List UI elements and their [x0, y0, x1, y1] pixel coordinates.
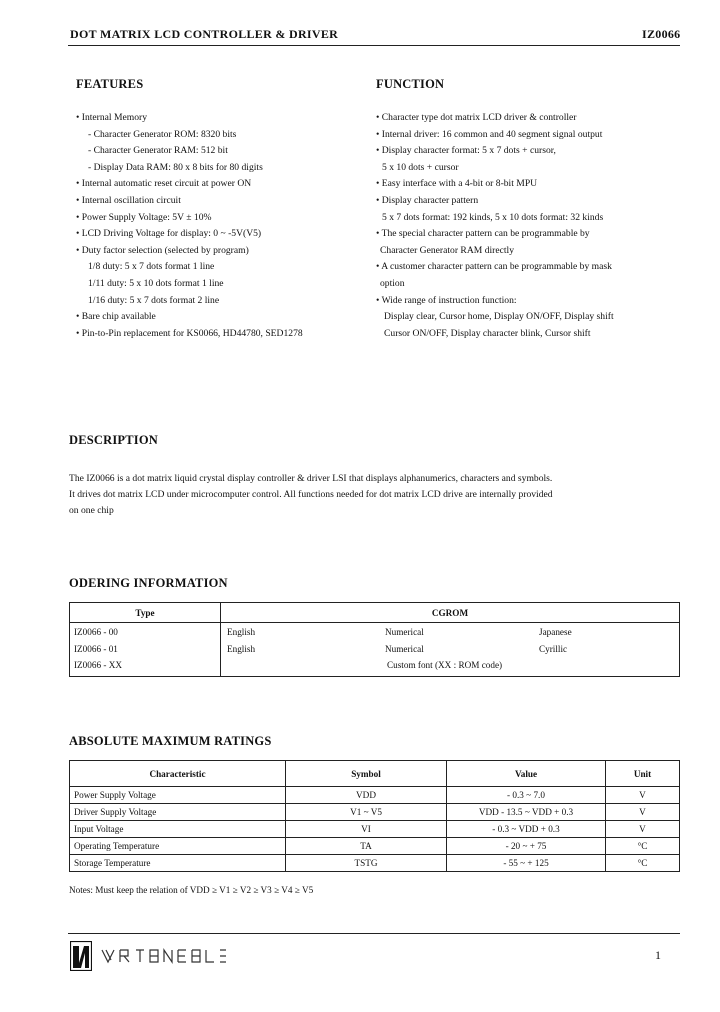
table-cell: IZ0066 - 01: [74, 643, 118, 654]
table-cell: V: [606, 787, 680, 804]
table-row: [70, 838, 680, 855]
list-item: • Display character pattern: [376, 194, 479, 206]
table-cell: VDD: [286, 787, 447, 804]
table-cell: - 55 ~ + 125: [447, 855, 606, 872]
table-cell: Numerical: [385, 643, 424, 654]
description-line: It drives dot matrix LCD under microcomputer control. All functions needed for dot matrix LCD drive are internally provided: [69, 489, 553, 501]
list-item: • Pin-to-Pin replacement for KS0066, HD44780, SED1278: [76, 327, 303, 339]
features-heading: FEATURES: [76, 77, 144, 91]
ratings-col-value: Value: [447, 761, 606, 787]
list-item: 5 x 7 dots format: 192 kinds, 5 x 10 dots format: 32 kinds: [382, 211, 604, 223]
list-item: Character Generator RAM directly: [380, 244, 514, 256]
table-cell: Operating Temperature: [70, 838, 286, 855]
table-cell: Japanese: [539, 627, 572, 637]
list-item: • Internal automatic reset circuit at power ON: [76, 178, 252, 190]
list-item: 1/16 duty: 5 x 7 dots format 2 line: [88, 294, 220, 306]
table-cell: °C: [606, 855, 680, 872]
list-item: • Display character format: 5 x 7 dots + cursor,: [376, 145, 556, 157]
header-part-number: IZ0066: [642, 27, 681, 41]
ordering-type-cell: [70, 623, 221, 677]
list-item: - Character Generator ROM: 8320 bits: [88, 128, 237, 140]
features-list: [76, 110, 376, 342]
table-cell: Input Voltage: [70, 821, 286, 838]
table-row: [70, 821, 680, 838]
list-item: - Display Data RAM: 80 x 8 bits for 80 digits: [88, 161, 263, 173]
table-cell: Power Supply Voltage: [70, 787, 286, 804]
ratings-heading: ABSOLUTE MAXIMUM RATINGS: [69, 734, 272, 748]
table-row: [70, 855, 680, 872]
table-cell: TA: [286, 838, 447, 855]
list-item: • A customer character pattern can be programmable by mask: [376, 261, 612, 273]
ratings-col-characteristic: Characteristic: [70, 761, 286, 787]
table-cell: English: [227, 643, 256, 654]
list-item: • Internal driver: 16 common and 40 segment signal output: [376, 128, 603, 140]
ratings-table: [69, 760, 680, 872]
list-item: • Power Supply Voltage: 5V ± 10%: [76, 211, 212, 223]
footer-rule: [68, 933, 680, 934]
company-logo-icon: [70, 941, 92, 971]
ordering-cgrom-cell: [221, 623, 680, 677]
description-body: [69, 471, 689, 520]
table-cell: English: [227, 627, 256, 637]
description-line: The IZ0066 is a dot matrix liquid crystal display controller & driver LSI that displays alphanumerics, characters and symbols.: [69, 473, 553, 484]
ratings-col-symbol: Symbol: [286, 761, 447, 787]
list-item: • LCD Driving Voltage for display: 0 ~ -5V(V5): [76, 228, 262, 240]
header-title: DOT MATRIX LCD CONTROLLER & DRIVER: [70, 27, 339, 41]
list-item: • The special character pattern can be programmable by: [376, 228, 590, 240]
list-item: • Internal Memory: [76, 112, 148, 123]
list-item: • Internal oscillation circuit: [76, 194, 181, 206]
table-cell: IZ0066 - XX: [74, 660, 122, 670]
list-item: • Character type dot matrix LCD driver & controller: [376, 112, 577, 123]
list-item: option: [380, 277, 405, 289]
company-wordmark-icon: [100, 946, 240, 966]
table-cell: Storage Temperature: [70, 855, 286, 872]
description-line: on one chip: [69, 505, 114, 517]
list-item: • Duty factor selection (selected by program): [76, 244, 249, 256]
list-item: 5 x 10 dots + cursor: [382, 161, 459, 173]
table-cell: °C: [606, 838, 680, 855]
list-item: Cursor ON/OFF, Display character blink, Cursor shift: [384, 327, 591, 339]
list-item: Display clear, Cursor home, Display ON/OFF, Display shift: [384, 311, 614, 323]
function-list: [376, 110, 676, 342]
list-item: • Bare chip available: [76, 311, 156, 323]
table-row: [70, 787, 680, 804]
table-cell: Custom font (XX : ROM code): [387, 660, 503, 670]
list-item: 1/8 duty: 5 x 7 dots format 1 line: [88, 261, 215, 273]
table-cell: V: [606, 804, 680, 821]
ordering-heading: ODERING INFORMATION: [69, 576, 228, 590]
table-cell: Cyrillic: [539, 643, 568, 654]
ordering-table: [69, 602, 680, 677]
table-cell: Numerical: [385, 627, 424, 637]
ordering-col-cgrom: CGROM: [221, 603, 680, 623]
list-item: • Easy interface with a 4-bit or 8-bit MPU: [376, 178, 538, 190]
page-number: 1: [655, 948, 661, 962]
table-cell: TSTG: [286, 855, 447, 872]
table-cell: V1 ~ V5: [286, 804, 447, 821]
ordering-col-type: Type: [70, 603, 221, 623]
header-rule: [68, 45, 680, 46]
function-heading: FUNCTION: [376, 77, 445, 91]
list-item: - Character Generator RAM: 512 bit: [88, 145, 228, 157]
table-cell: - 0.3 ~ 7.0: [447, 787, 606, 804]
table-cell: IZ0066 - 00: [74, 627, 118, 637]
table-cell: - 20 ~ + 75: [447, 838, 606, 855]
table-cell: V: [606, 821, 680, 838]
table-row: [70, 804, 680, 821]
list-item: 1/11 duty: 5 x 10 dots format 1 line: [88, 277, 224, 289]
list-item: • Wide range of instruction function:: [376, 294, 517, 306]
table-cell: VI: [286, 821, 447, 838]
table-cell: - 0.3 ~ VDD + 0.3: [447, 821, 606, 838]
description-heading: DESCRIPTION: [69, 433, 159, 447]
table-cell: VDD - 13.5 ~ VDD + 0.3: [447, 804, 606, 821]
table-cell: Driver Supply Voltage: [70, 804, 286, 821]
ratings-col-unit: Unit: [606, 761, 680, 787]
ratings-notes: Notes: Must keep the relation of VDD ≥ V1 ≥ V2 ≥ V3 ≥ V4 ≥ V5: [69, 885, 314, 895]
